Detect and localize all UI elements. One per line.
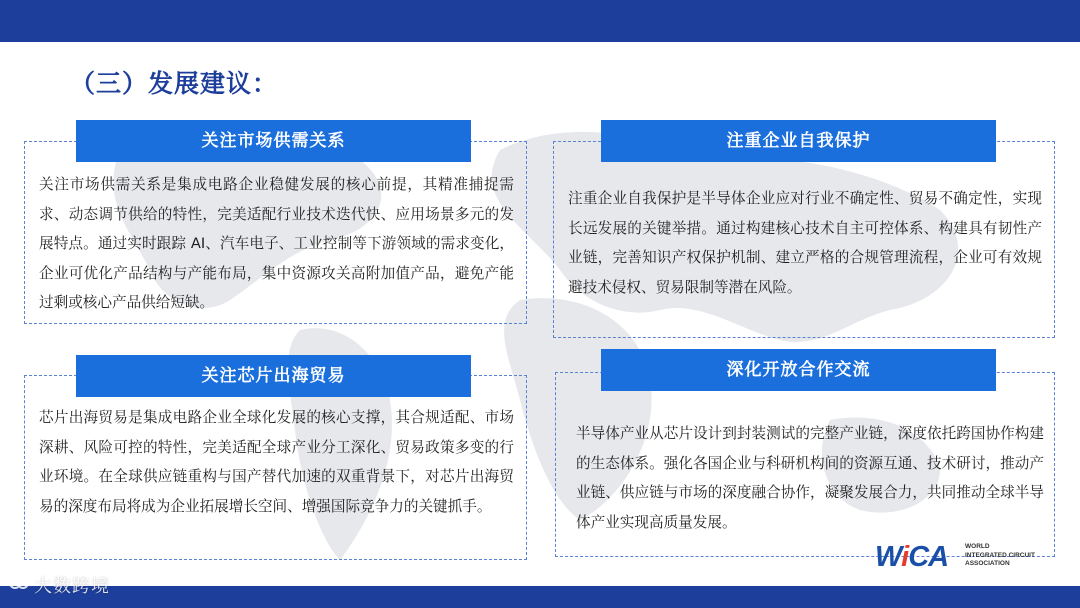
logo-mark-ca: CA — [908, 541, 949, 573]
page-title: （三）发展建议： — [70, 69, 279, 98]
logo-mark-w: W — [875, 541, 902, 573]
card-header-self-protection: 注重企业自我保护 — [601, 120, 996, 162]
card-header-open-cooperation: 深化开放合作交流 — [601, 349, 996, 391]
wica-logo — [875, 540, 1055, 574]
watermark — [8, 572, 110, 598]
bottom-banner — [0, 586, 1080, 608]
card-market-supply-demand — [24, 141, 527, 324]
watermark-icon — [8, 574, 34, 597]
card-chip-overseas-trade — [24, 375, 527, 560]
card-header-chip-overseas-trade: 关注芯片出海贸易 — [76, 355, 471, 397]
card-body-self-protection: 注重企业自我保护是半导体企业应对行业不确定性、贸易不确定性，实现长远发展的关键举措。通过构建核心技术自主可控体系、构建具有韧性产业链，完善知识产权保护机制、建立严格的合规管理流程，企业可有效规避技术侵权、贸易限制等潜在风险。 — [568, 190, 1042, 296]
card-self-protection — [553, 141, 1055, 338]
card-header-market-supply-demand: 关注市场供需关系 — [76, 120, 471, 162]
card-body-open-cooperation: 半导体产业从芯片设计到封装测试的完整产业链，深度依托跨国协作构建的生态体系。强化各国企业与科研机构间的资源互通、技术研讨，推动产业链、供应链与市场的深度融合协作，凝聚发展合力，共同推动全球半导体产业实现高质量发展。 — [576, 425, 1044, 531]
watermark-text: 大数跨境 — [34, 576, 110, 597]
wica-logo-text: WORLD INTEGRATED CIRCUIT ASSOCIATION — [965, 543, 1035, 567]
card-body-chip-overseas-trade: 芯片出海贸易是集成电路企业全球化发展的核心支撑，其合规适配、市场深耕、风险可控的特性，完美适配全球产业分工深化、贸易政策多变的行业环境。在全球供应链重构与国产替代加速的双重背景下，对芯片出海贸易的深度布局将成为企业拓展增长空间、增强国际竞争力的关键抓手。 — [39, 409, 514, 515]
logo-mark-i: i — [901, 541, 909, 573]
card-body-market-supply-demand: 关注市场供需关系是集成电路企业稳健发展的核心前提，其精准捕捉需求、动态调节供给的特性，完美适配行业技术迭代快、应用场景多元的发展特点。通过实时跟踪 AI、汽车电子、工业控制等下游领域的需求变化，企业可优化产品结构与产能布局，集中资源攻关高附加值产品，避免产能过剩或核心产品供给短缺。 — [39, 176, 514, 311]
card-open-cooperation — [555, 372, 1055, 557]
wica-logo-mark — [875, 540, 948, 574]
